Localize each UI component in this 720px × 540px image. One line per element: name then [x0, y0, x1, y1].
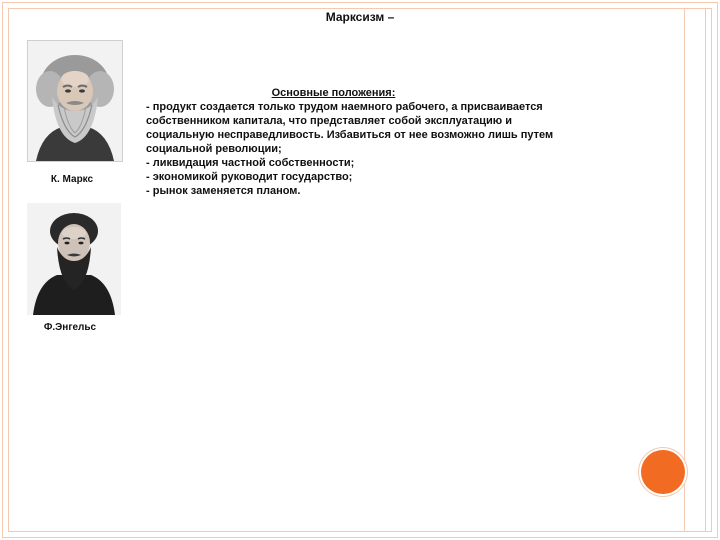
marx-portrait — [27, 40, 123, 162]
content-line: социальной революции; — [146, 143, 282, 155]
content-line: - продукт создается только трудом наемного рабочего, а присваивается — [146, 101, 543, 113]
content-line: - экономикой руководит государство; — [146, 171, 353, 183]
slide-title: Марксизм – — [325, 10, 395, 24]
content-line: - ликвидация частной собственности; — [146, 157, 355, 169]
content-line: собственником капитала, что представляет собой эксплуатацию и — [146, 115, 512, 127]
engels-portrait — [27, 203, 121, 315]
content-line: социальную несправедливость. Избавиться от нее возможно лишь путем — [146, 129, 554, 141]
content-heading: Основные положения: — [271, 87, 396, 99]
portrait-engels-icon — [27, 203, 121, 315]
content-line: - рынок заменяется планом. — [146, 185, 301, 197]
orange-circle-decoration — [641, 450, 685, 494]
engels-caption: Ф.Энгельс — [43, 322, 97, 333]
marx-caption: К. Маркс — [50, 174, 94, 185]
main-text — [146, 86, 666, 198]
frame-right-band — [684, 8, 706, 532]
portrait-marx-icon — [28, 41, 122, 161]
